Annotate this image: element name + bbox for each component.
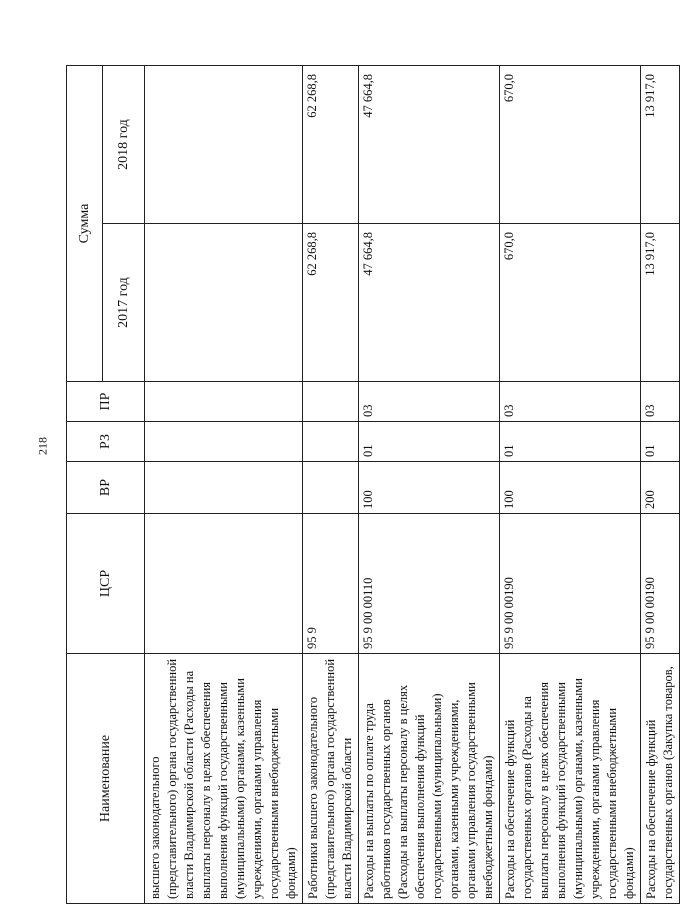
row-sum-2018: 47 664,8 — [359, 66, 500, 224]
row-name: Работники высшего законодательного (представительного) органа государственной власти Владимирской области — [303, 654, 359, 904]
row-sum-2018: 670,0 — [500, 66, 641, 224]
table-row — [641, 66, 680, 904]
table-row — [145, 66, 303, 904]
row-name: высшего законодательного (представительного) органа государственной власти Владимирской области (Расходы на выплаты персоналу в целях обеспечения выполнения функций государственными (муниципальными) органами, казенными учреждениями, органами управления государственными внебюджетными фондами) — [145, 654, 303, 904]
row-csr — [145, 514, 303, 654]
row-sum-2017: 47 664,8 — [359, 224, 500, 382]
row-rz — [303, 422, 359, 462]
row-sum-2017: 62 268,8 — [303, 224, 359, 382]
table-row — [359, 66, 500, 904]
row-rz: 01 — [359, 422, 500, 462]
header-csr: ЦСР — [67, 514, 145, 654]
row-name: Расходы на обеспечение функций государственных органов (Расходы на выплаты персоналу в целях обеспечения выполнения функций государственными (муниципальными) органами, казенными учреждениями, органами управления государственными внебюджетными фондами) — [500, 654, 641, 904]
row-sum-2018: 62 268,8 — [303, 66, 359, 224]
row-rz: 01 — [500, 422, 641, 462]
row-name: Расходы на выплаты по оплате труда работников государственных органов (Расходы на выплаты персоналу в целях обеспечения выполнения функций государственными (муниципальными) органами, казенными учреждениями, органами управления государственными внебюджетными фондами) — [359, 654, 500, 904]
header-vr: ВР — [67, 462, 145, 514]
row-csr: 95 9 — [303, 514, 359, 654]
table-row — [303, 66, 359, 904]
header-name: Наименование — [67, 654, 145, 904]
table-row — [500, 66, 641, 904]
row-vr: 200 — [641, 462, 680, 514]
row-pr: 03 — [500, 382, 641, 422]
row-csr: 95 9 00 00190 — [500, 514, 641, 654]
row-sum-2017 — [145, 224, 303, 382]
header-pr: ПР — [67, 382, 145, 422]
row-vr — [303, 462, 359, 514]
row-sum-2017: 13 917,0 — [641, 224, 680, 382]
row-pr — [303, 382, 359, 422]
row-name: Расходы на обеспечение функций государственных органов (Закупка товаров, — [641, 654, 680, 904]
header-rz: РЗ — [67, 422, 145, 462]
header-sum: Сумма — [67, 66, 103, 382]
row-vr — [145, 462, 303, 514]
row-csr: 95 9 00 00110 — [359, 514, 500, 654]
header-2017: 2017 год — [103, 224, 145, 382]
row-csr: 95 9 00 00190 — [641, 514, 680, 654]
row-sum-2018: 13 917,0 — [641, 66, 680, 224]
header-2018: 2018 год — [103, 66, 145, 224]
row-pr: 03 — [641, 382, 680, 422]
row-rz — [145, 422, 303, 462]
row-sum-2017: 670,0 — [500, 224, 641, 382]
row-vr: 100 — [359, 462, 500, 514]
row-rz: 01 — [641, 422, 680, 462]
header-row-1 — [67, 66, 103, 904]
rotated-table-container — [66, 66, 675, 904]
page-number: 218 — [35, 437, 50, 455]
row-sum-2018 — [145, 66, 303, 224]
row-pr — [145, 382, 303, 422]
budget-table — [66, 65, 680, 904]
row-vr: 100 — [500, 462, 641, 514]
row-pr: 03 — [359, 382, 500, 422]
